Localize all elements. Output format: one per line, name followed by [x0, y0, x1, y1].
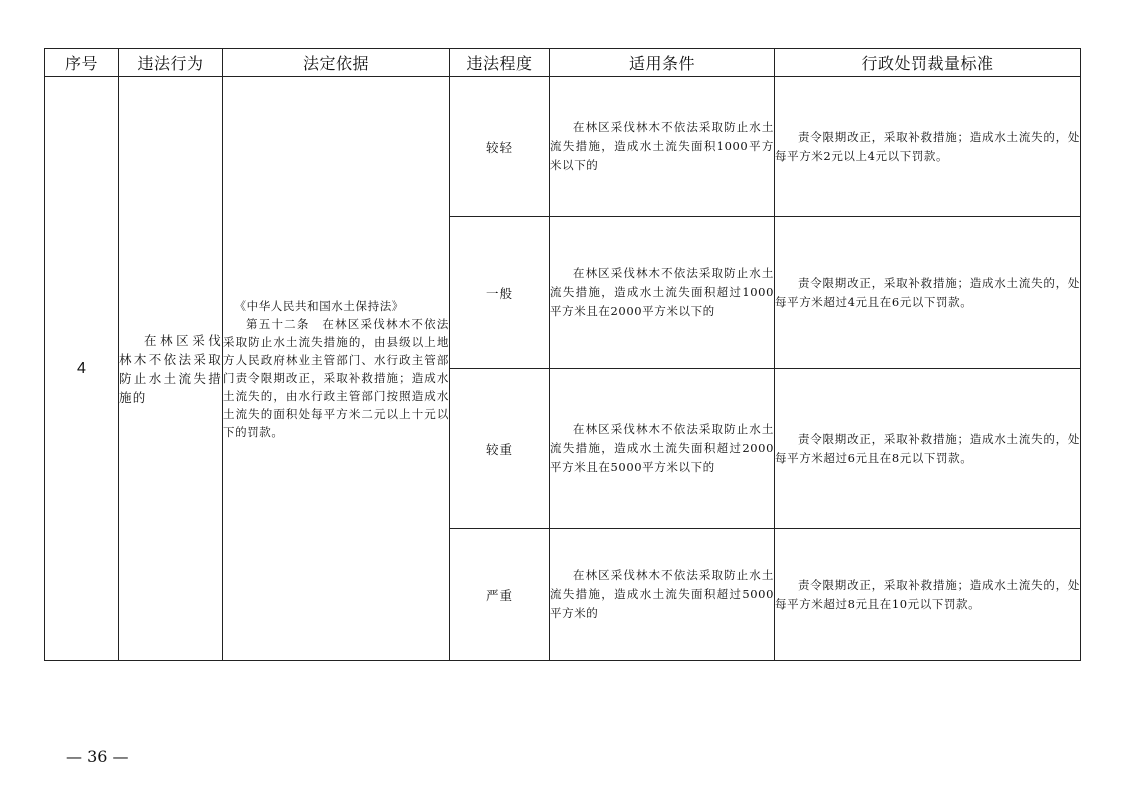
condition-cell [550, 529, 775, 661]
degree-cell: 严重 [450, 529, 550, 661]
law-title: 《中华人民共和国水土保持法》 [234, 298, 404, 313]
condition-text: 在林区采伐林木不依法采取防止水土流失措施，造成水土流失面积1000平方米以下的 [550, 120, 774, 172]
condition-text: 在林区采伐林木不依法采取防止水土流失措施，造成水土流失面积超过1000平方米且在2000平方米以下的 [550, 266, 774, 318]
standard-cell [775, 77, 1081, 217]
condition-cell [550, 77, 775, 217]
standard-text: 责令限期改正，采取补救措施；造成水土流失的，处每平方米超过8元且在10元以下罚款。 [775, 577, 1080, 611]
table-header-row [45, 49, 1081, 77]
standard-cell [775, 369, 1081, 529]
legal-basis-cell [223, 77, 450, 661]
page-number: — 36 — [66, 747, 129, 766]
violation-behavior-cell [119, 77, 223, 661]
header-condition: 适用条件 [550, 49, 775, 77]
header-behavior: 违法行为 [119, 49, 223, 77]
law-article: 第五十二条 在林区采伐林木不依法采取防止水土流失措施的，由县级以上地方人民政府林业主管部门、水行政主管部门责令限期改正，采取补救措施；造成水土流失的，由水行政主管部门按照造成水土流失的面积处每平方米二元以上十元以下的罚款。 [223, 316, 449, 439]
condition-cell [550, 369, 775, 529]
standard-cell [775, 529, 1081, 661]
degree-cell: 一般 [450, 217, 550, 369]
table-row [45, 77, 1081, 217]
standard-text: 责令限期改正，采取补救措施；造成水土流失的，处每平方米超过4元且在6元以下罚款。 [775, 275, 1080, 309]
condition-text: 在林区采伐林木不依法采取防止水土流失措施，造成水土流失面积超过5000平方米的 [550, 568, 774, 620]
condition-cell [550, 217, 775, 369]
standard-text: 责令限期改正，采取补救措施；造成水土流失的，处每平方米超过6元且在8元以下罚款。 [775, 431, 1080, 465]
standard-cell [775, 217, 1081, 369]
header-standard: 行政处罚裁量标准 [775, 49, 1081, 77]
violation-behavior-text: 在林区采伐林木不依法采取防止水土流失措施的 [119, 332, 222, 405]
condition-text: 在林区采伐林木不依法采取防止水土流失措施，造成水土流失面积超过2000平方米且在5000平方米以下的 [550, 422, 774, 474]
degree-cell: 较重 [450, 369, 550, 529]
standard-text: 责令限期改正，采取补救措施；造成水土流失的，处每平方米2元以上4元以下罚款。 [775, 129, 1080, 163]
header-seq: 序号 [45, 49, 119, 77]
header-degree: 违法程度 [450, 49, 550, 77]
degree-cell: 较轻 [450, 77, 550, 217]
penalty-standard-table [44, 48, 1081, 661]
header-basis: 法定依据 [223, 49, 450, 77]
row-seq: 4 [45, 77, 119, 661]
